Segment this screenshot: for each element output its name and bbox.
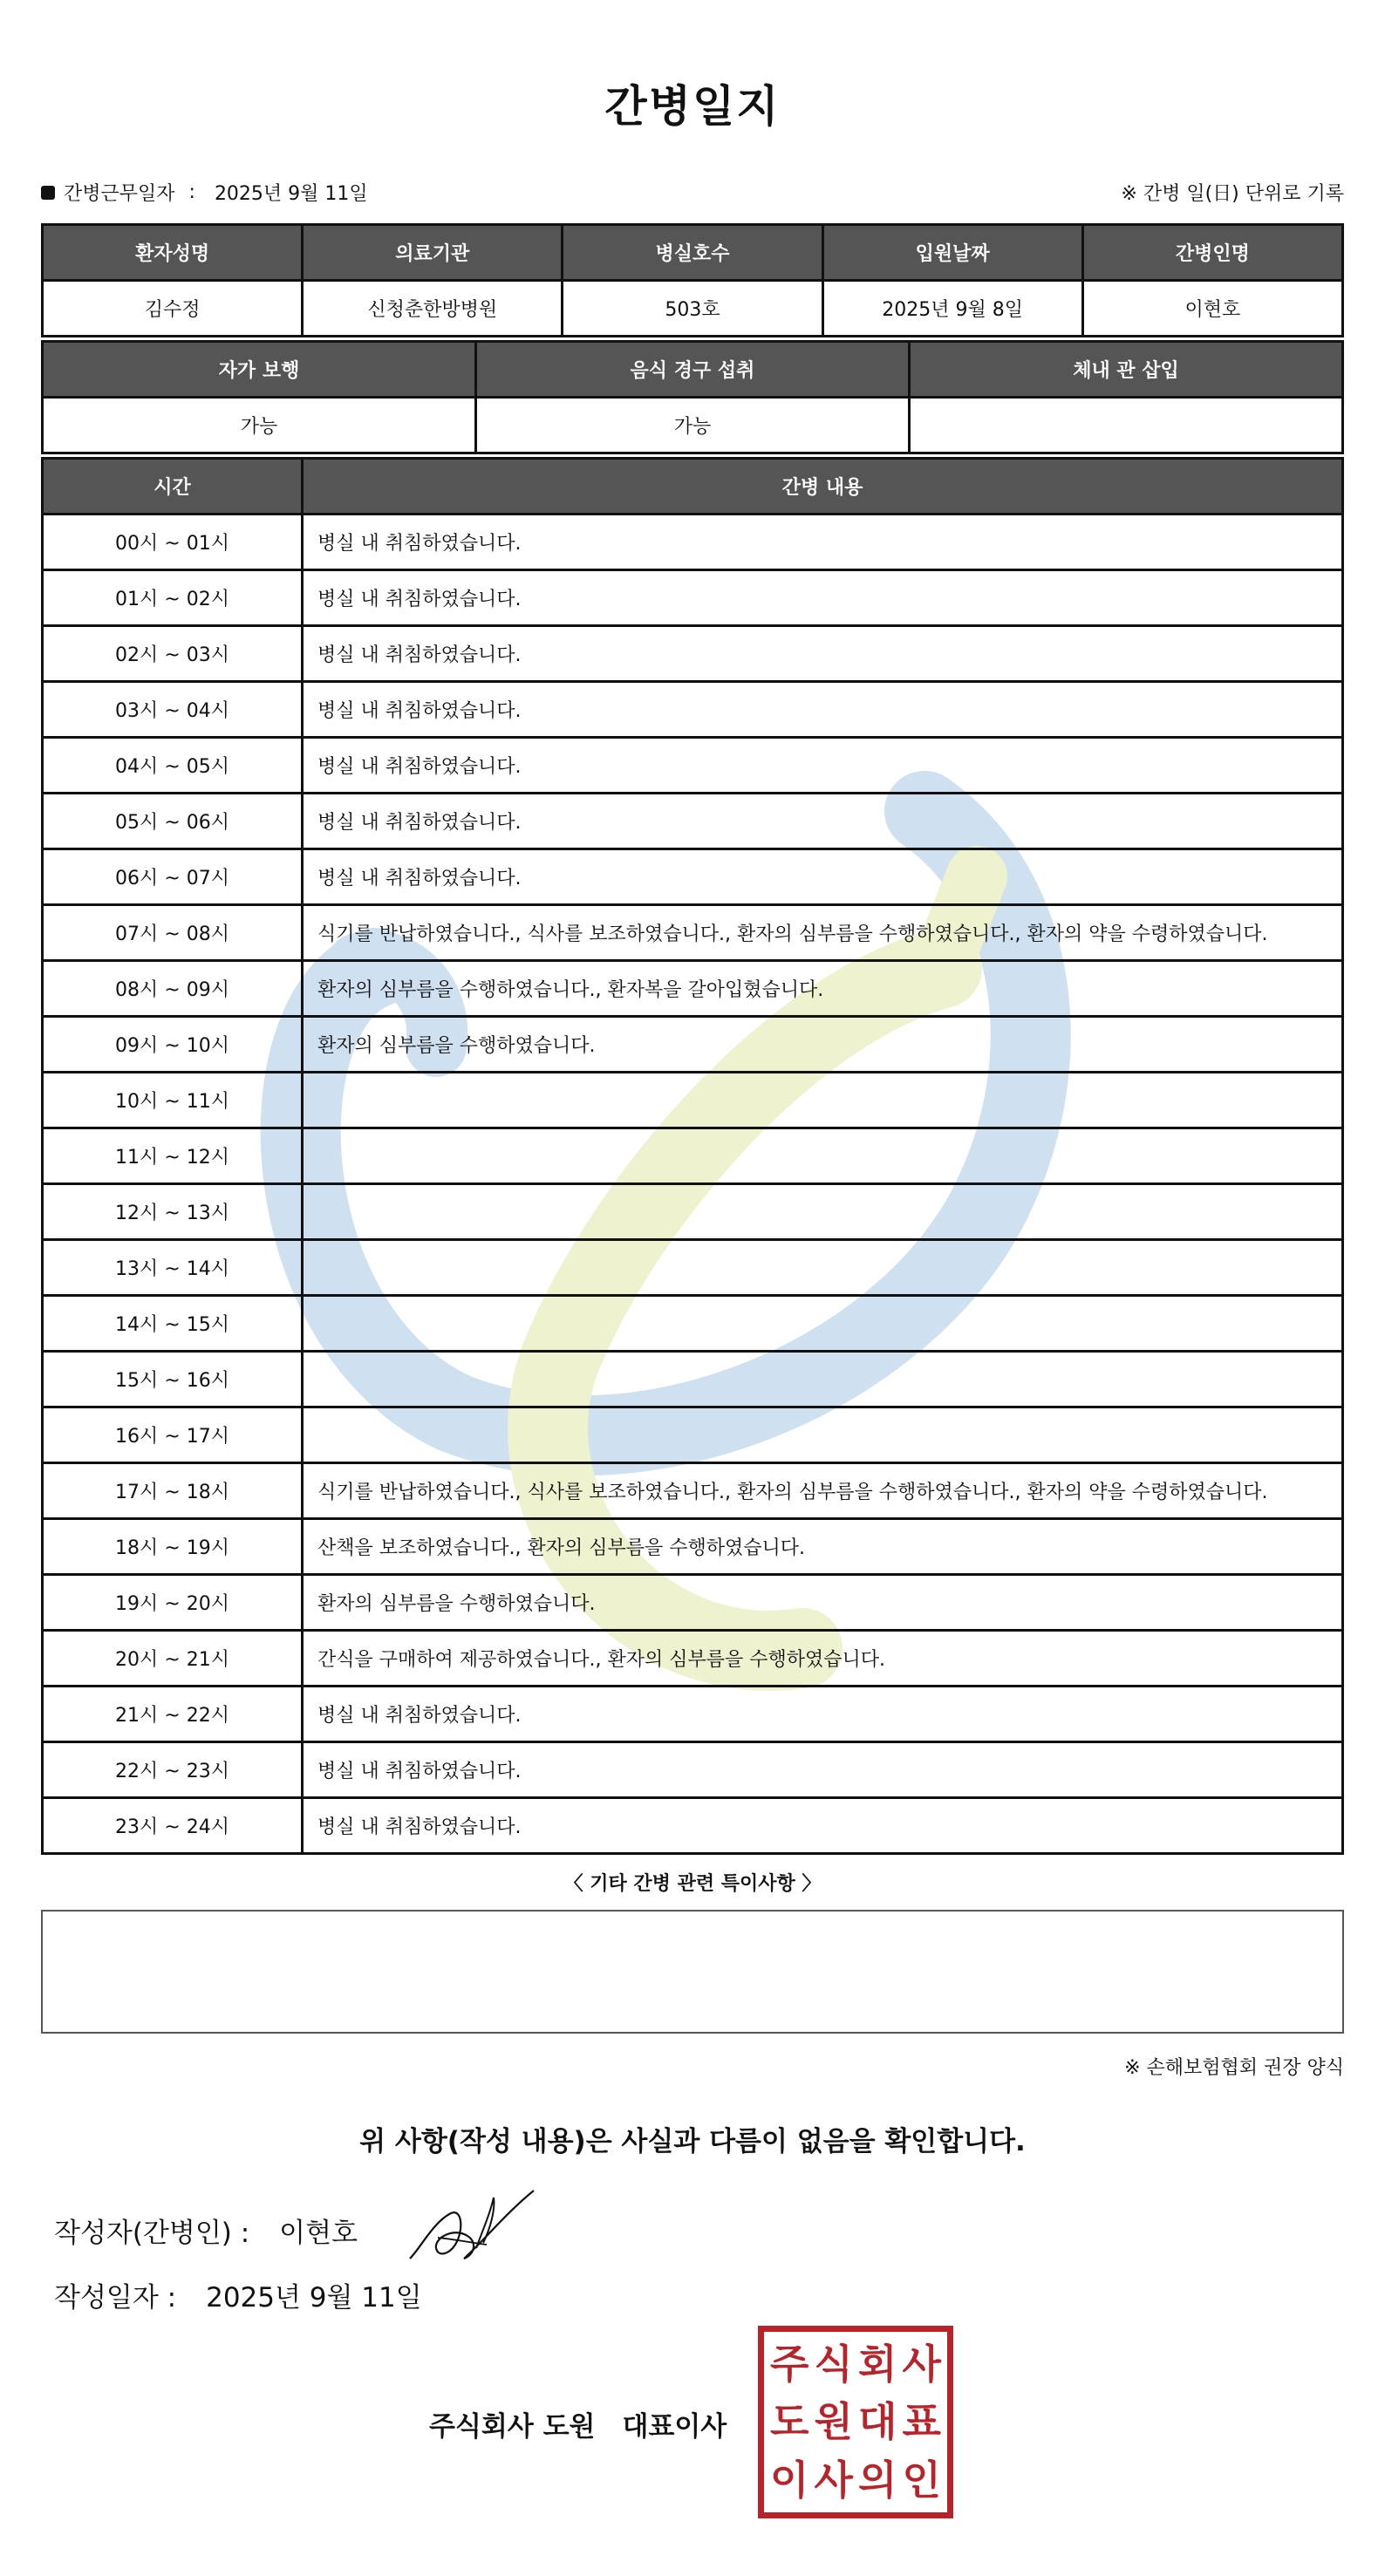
care-log-row bbox=[43, 1296, 1343, 1352]
caregiver-name-value: 이현호 bbox=[1082, 281, 1342, 337]
header-admission-date: 입원날짜 bbox=[822, 225, 1082, 281]
care-log-row bbox=[43, 849, 1343, 905]
institution-value: 신청춘한방병원 bbox=[303, 281, 563, 337]
handwritten-signature bbox=[403, 2187, 551, 2266]
care-content-cell: 환자의 심부름을 수행하였습니다. bbox=[303, 1017, 1343, 1073]
time-cell: 10시 ~ 11시 bbox=[43, 1073, 303, 1128]
care-content-cell bbox=[303, 1240, 1343, 1296]
care-log-header-row bbox=[43, 459, 1343, 515]
care-content-cell: 환자의 심부름을 수행하였습니다. bbox=[303, 1575, 1343, 1631]
care-content-cell: 간식을 구매하여 제공하였습니다., 환자의 심부름을 수행하였습니다. bbox=[303, 1631, 1343, 1687]
seal-character: 주 bbox=[770, 2341, 809, 2389]
time-cell: 17시 ~ 18시 bbox=[43, 1463, 303, 1519]
meta-row bbox=[41, 179, 1344, 210]
header-institution: 의료기관 bbox=[303, 225, 563, 281]
care-log-row bbox=[43, 515, 1343, 570]
care-content-cell: 병실 내 취침하였습니다. bbox=[303, 849, 1343, 905]
care-content-cell: 병실 내 취침하였습니다. bbox=[303, 794, 1343, 849]
time-cell: 03시 ~ 04시 bbox=[43, 682, 303, 738]
time-cell: 16시 ~ 17시 bbox=[43, 1407, 303, 1463]
written-date-line bbox=[54, 2275, 422, 2314]
time-cell: 01시 ~ 02시 bbox=[43, 570, 303, 626]
seal-character: 의 bbox=[858, 2456, 897, 2504]
time-cell: 23시 ~ 24시 bbox=[43, 1798, 303, 1854]
seal-character: 도 bbox=[770, 2398, 809, 2446]
care-log-row bbox=[43, 1687, 1343, 1742]
seal-character: 인 bbox=[902, 2456, 941, 2504]
seal-character: 표 bbox=[902, 2398, 941, 2446]
work-date-block bbox=[41, 179, 368, 206]
care-log-row bbox=[43, 1407, 1343, 1463]
care-content-cell: 병실 내 취침하였습니다. bbox=[303, 1687, 1343, 1742]
care-content-cell: 병실 내 취침하였습니다. bbox=[303, 738, 1343, 794]
header-care-content: 간병 내용 bbox=[303, 459, 1343, 515]
care-log-row bbox=[43, 794, 1343, 849]
care-log-row bbox=[43, 1463, 1343, 1519]
time-cell: 13시 ~ 14시 bbox=[43, 1240, 303, 1296]
care-content-cell: 식기를 반납하였습니다., 식사를 보조하였습니다., 환자의 심부름을 수행하였습니다., 환자의 약을 수령하였습니다. bbox=[303, 905, 1343, 961]
writer-name: 이현호 bbox=[279, 2218, 358, 2249]
patient-info-value-row bbox=[43, 281, 1343, 337]
care-log-row bbox=[43, 738, 1343, 794]
care-log-row bbox=[43, 1798, 1343, 1854]
care-log-row bbox=[43, 1631, 1343, 1687]
ability-value-row bbox=[43, 398, 1343, 453]
care-content-cell: 산책을 보조하였습니다., 환자의 심부름을 수행하였습니다. bbox=[303, 1519, 1343, 1575]
care-log-row bbox=[43, 1128, 1343, 1184]
time-cell: 07시 ~ 08시 bbox=[43, 905, 303, 961]
seal-characters bbox=[764, 2332, 947, 2512]
ability-table bbox=[41, 340, 1344, 454]
care-content-cell: 병실 내 취침하였습니다. bbox=[303, 1742, 1343, 1798]
care-log-row bbox=[43, 1073, 1343, 1128]
time-cell: 09시 ~ 10시 bbox=[43, 1017, 303, 1073]
patient-info-table bbox=[41, 223, 1344, 337]
time-cell: 11시 ~ 12시 bbox=[43, 1128, 303, 1184]
page-title: 간병일지 bbox=[604, 81, 781, 132]
company-seal-stamp bbox=[758, 2326, 953, 2518]
time-cell: 05시 ~ 06시 bbox=[43, 794, 303, 849]
ability-header-row bbox=[43, 342, 1343, 398]
header-oral-intake: 음식 경구 섭취 bbox=[475, 342, 909, 398]
seal-character: 사 bbox=[902, 2341, 941, 2389]
header-tube-insertion: 체내 관 삽입 bbox=[909, 342, 1342, 398]
care-content-cell bbox=[303, 1073, 1343, 1128]
company-representative: 주식회사 도원 대표이사 bbox=[429, 2411, 727, 2443]
seal-character: 이 bbox=[770, 2456, 809, 2504]
care-content-cell: 환자의 심부름을 수행하였습니다., 환자복을 갈아입혔습니다. bbox=[303, 961, 1343, 1017]
time-cell: 06시 ~ 07시 bbox=[43, 849, 303, 905]
work-date-label: 간병근무일자 bbox=[64, 183, 175, 205]
seal-character: 대 bbox=[858, 2398, 897, 2446]
care-log-row bbox=[43, 570, 1343, 626]
care-log-body bbox=[43, 515, 1343, 1854]
header-caregiver-name: 간병인명 bbox=[1082, 225, 1342, 281]
time-cell: 14시 ~ 15시 bbox=[43, 1296, 303, 1352]
writer-label: 작성자(간병인) : bbox=[54, 2218, 250, 2249]
self-walking-value: 가능 bbox=[43, 398, 476, 453]
room-number-value: 503호 bbox=[563, 281, 822, 337]
care-log-row bbox=[43, 1575, 1343, 1631]
time-cell: 19시 ~ 20시 bbox=[43, 1575, 303, 1631]
care-content-cell bbox=[303, 1184, 1343, 1240]
header-self-walking: 자가 보행 bbox=[43, 342, 476, 398]
time-cell: 21시 ~ 22시 bbox=[43, 1687, 303, 1742]
writer-line bbox=[54, 2211, 358, 2250]
care-log-row bbox=[43, 1017, 1343, 1073]
care-content-cell: 병실 내 취침하였습니다. bbox=[303, 626, 1343, 682]
care-log-row bbox=[43, 961, 1343, 1017]
care-log-row bbox=[43, 1240, 1343, 1296]
care-content-cell: 병실 내 취침하였습니다. bbox=[303, 515, 1343, 570]
header-room-number: 병실호수 bbox=[563, 225, 822, 281]
time-cell: 22시 ~ 23시 bbox=[43, 1742, 303, 1798]
care-log-row bbox=[43, 1352, 1343, 1407]
oral-intake-value: 가능 bbox=[475, 398, 909, 453]
confirmation-statement: 위 사항(작성 내용)은 사실과 다름이 없음을 확인합니다. bbox=[359, 2126, 1026, 2157]
seal-character: 원 bbox=[814, 2398, 853, 2446]
written-date-value: 2025년 9월 11일 bbox=[206, 2282, 422, 2314]
patient-info-header-row bbox=[43, 225, 1343, 281]
care-content-cell: 병실 내 취침하였습니다. bbox=[303, 570, 1343, 626]
time-cell: 18시 ~ 19시 bbox=[43, 1519, 303, 1575]
care-log-row bbox=[43, 626, 1343, 682]
written-date-label: 작성일자 : bbox=[54, 2282, 177, 2314]
work-date-separator: : bbox=[188, 181, 195, 203]
unit-note: ※ 간병 일(日) 단위로 기록 bbox=[1121, 183, 1344, 205]
time-cell: 04시 ~ 05시 bbox=[43, 738, 303, 794]
care-log-row bbox=[43, 905, 1343, 961]
care-content-cell: 병실 내 취침하였습니다. bbox=[303, 1798, 1343, 1854]
recommend-note: ※ 손해보험협회 권장 양식 bbox=[1124, 2057, 1344, 2079]
header-patient-name: 환자성명 bbox=[43, 225, 303, 281]
care-log-row bbox=[43, 682, 1343, 738]
time-cell: 15시 ~ 16시 bbox=[43, 1352, 303, 1407]
time-cell: 02시 ~ 03시 bbox=[43, 626, 303, 682]
header-time: 시간 bbox=[43, 459, 303, 515]
time-cell: 08시 ~ 09시 bbox=[43, 961, 303, 1017]
patient-name-value: 김수정 bbox=[43, 281, 303, 337]
work-date-value: 2025년 9월 11일 bbox=[214, 183, 368, 205]
seal-character: 식 bbox=[814, 2341, 853, 2389]
care-log-table bbox=[41, 457, 1344, 1855]
care-content-cell bbox=[303, 1352, 1343, 1407]
bullet-square-icon bbox=[41, 186, 55, 200]
care-content-cell bbox=[303, 1128, 1343, 1184]
special-notes-title: 〈 기타 간병 관련 특이사항 〉 bbox=[563, 1873, 822, 1895]
time-cell: 20시 ~ 21시 bbox=[43, 1631, 303, 1687]
care-log-row bbox=[43, 1184, 1343, 1240]
seal-character: 회 bbox=[858, 2341, 897, 2389]
care-log-row bbox=[43, 1742, 1343, 1798]
care-content-cell bbox=[303, 1296, 1343, 1352]
time-cell: 00시 ~ 01시 bbox=[43, 515, 303, 570]
special-notes-box bbox=[41, 1910, 1344, 2034]
time-cell: 12시 ~ 13시 bbox=[43, 1184, 303, 1240]
care-content-cell: 식기를 반납하였습니다., 식사를 보조하였습니다., 환자의 심부름을 수행하였습니다., 환자의 약을 수령하였습니다. bbox=[303, 1463, 1343, 1519]
admission-date-value: 2025년 9월 8일 bbox=[822, 281, 1082, 337]
care-content-cell: 병실 내 취침하였습니다. bbox=[303, 682, 1343, 738]
seal-character: 사 bbox=[814, 2456, 853, 2504]
care-log-row bbox=[43, 1519, 1343, 1575]
tube-insertion-value bbox=[909, 398, 1342, 453]
care-content-cell bbox=[303, 1407, 1343, 1463]
